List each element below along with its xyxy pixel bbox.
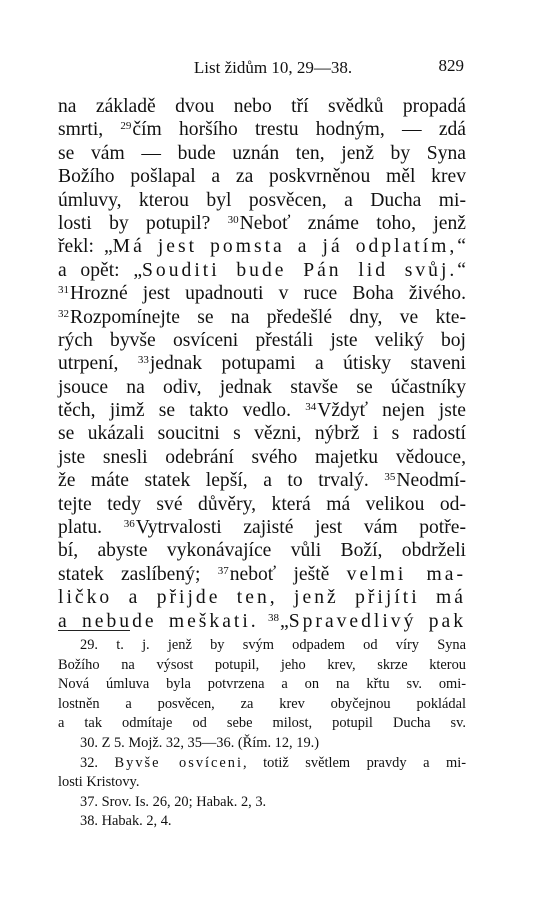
verse-number: 29 xyxy=(120,120,132,133)
footnote-line: losti Kristovy. xyxy=(58,774,140,791)
text-segment: tejte tedy své důvěry, která má velikou od- xyxy=(58,493,466,515)
running-title: List židům 10, 29—38. xyxy=(193,58,353,77)
text-segment: Rozpomínejte se na předešlé dny, ve kte- xyxy=(70,306,466,328)
footnote-line xyxy=(58,754,466,774)
text-segment: rých byvše osvíceni přestáli jste veliký boj xyxy=(58,329,466,351)
text-line xyxy=(58,235,466,258)
text-segment: “ xyxy=(457,236,466,258)
spaced-quote: velmi ma- xyxy=(346,563,467,585)
verse-number: 31 xyxy=(58,284,69,297)
text-segment: bí, abyste vykonávajíce vůli Boží, obdrželi xyxy=(58,540,466,562)
text-segment: “ xyxy=(457,259,466,281)
text-segment: se vám — bude uznán ten, jenž by Syna xyxy=(58,142,466,164)
footnote-line: lostněn a posvěcen, za krev obyčejnou pokládal xyxy=(58,695,466,712)
text-line xyxy=(58,563,466,586)
text-segment: Vždyť nejen jste xyxy=(317,400,466,422)
footnote-line: 37. Srov. Is. 26, 20; Habak. 2, 3. xyxy=(80,793,267,810)
verse-number: 34 xyxy=(305,401,317,414)
text-segment: Hrozné jest upadnouti v ruce Boha živého. xyxy=(70,283,466,305)
text-segment: „ xyxy=(280,610,289,632)
text-segment: statek zaslíbený; xyxy=(58,563,218,585)
text-segment: řekl: „ xyxy=(58,236,113,258)
spaced-quote: ličko a přijde ten, jenž přijíti má xyxy=(58,587,466,609)
text-segment: úmluvy, kterou byl posvěcen, a Ducha mi- xyxy=(58,189,466,211)
text-segment: neboť ještě xyxy=(229,563,347,585)
verse-number: 33 xyxy=(137,354,149,367)
text-segment: jste snesli odebrání svého majetku vědouce, xyxy=(58,446,466,468)
text-line xyxy=(58,282,466,305)
footnote-line: 38. Habak. 2, 4. xyxy=(80,813,172,830)
text-line xyxy=(58,446,466,469)
text-segment: , totiž světlem pravdy a mi- xyxy=(243,754,466,771)
footnote-rule xyxy=(58,630,130,631)
spaced-quote: Má jest pomsta a já odplatím, xyxy=(112,236,458,258)
text-segment: smrti, xyxy=(58,119,121,141)
text-segment: jsouce na odiv, jednak stavše se účastníky xyxy=(58,376,466,398)
text-line xyxy=(58,212,466,235)
text-line xyxy=(58,165,466,188)
running-head xyxy=(0,56,546,80)
text-line xyxy=(58,399,466,422)
footnote-line: a tak odmítaje od sebe milost, potupil Ducha sv. xyxy=(58,715,466,732)
text-segment: platu. xyxy=(58,517,124,539)
text-segment: a opět: „ xyxy=(58,259,143,281)
text-line xyxy=(58,469,466,492)
text-segment: 32. xyxy=(80,754,115,771)
footnote-line: 29. t. j. jenž by svým odpadem od víry Syna xyxy=(80,637,466,653)
footnote-line: 30. Z 5. Mojž. 32, 35—36. (Řím. 12, 19.) xyxy=(80,734,320,751)
text-segment: utrpení, xyxy=(58,353,138,375)
text-segment: Vytrvalosti zajisté jest vám potře- xyxy=(135,517,467,539)
footnote-line: Nová úmluva byla potvrzena a on na křtu sv. omi- xyxy=(58,676,466,693)
spaced-quote: Byvše osvíceni xyxy=(114,754,244,771)
text-line xyxy=(58,516,466,539)
text-line xyxy=(58,329,466,352)
verse-number: 38 xyxy=(268,611,280,624)
spaced-quote: a nebude meškati. xyxy=(58,610,259,632)
spaced-quote: Souditi bude Pán lid svůj. xyxy=(142,259,458,281)
text-segment: že máte statek lepší, a to trvalý. xyxy=(58,470,385,492)
text-segment: Božího pošlapal a za poskvrněnou měl krev xyxy=(58,166,466,188)
verse-number: 35 xyxy=(384,471,396,484)
verse-number: 32 xyxy=(58,307,69,320)
text-segment: Neboť známe toho, jenž xyxy=(239,212,466,234)
text-line xyxy=(58,352,466,375)
text-line xyxy=(58,422,466,445)
footnote-line: Božího na výsost potupil, jeho krev, skrze kterou xyxy=(58,656,466,673)
page-number: 829 xyxy=(438,56,464,75)
text-segment: těch, jimž se takto vedlo. xyxy=(58,400,306,422)
verse-number: 36 xyxy=(123,518,135,531)
text-segment: jednak potupami a útisky staveni xyxy=(149,353,467,375)
footnotes xyxy=(58,636,466,832)
text-line xyxy=(58,189,466,212)
spaced-quote: Spravedlivý pak xyxy=(288,610,466,632)
text-line xyxy=(58,376,466,399)
verse-number: 37 xyxy=(217,564,229,577)
text-line xyxy=(58,259,466,282)
text-line xyxy=(58,306,466,329)
text-segment: se ukázali soucitni s vězni, nýbrž i s radostí xyxy=(58,423,466,445)
text-line xyxy=(58,539,466,562)
text-segment xyxy=(259,611,268,632)
text-line xyxy=(58,586,466,609)
text-line xyxy=(58,493,466,516)
text-segment: Neodmí- xyxy=(396,470,466,492)
main-text xyxy=(58,95,466,633)
text-line xyxy=(58,95,466,118)
text-segment: losti by potupil? xyxy=(58,212,228,234)
text-line xyxy=(58,118,466,141)
text-segment: na základě dvou nebo tří svědků propadá xyxy=(58,96,466,117)
text-segment: čím horšího trestu hodným, — zdá xyxy=(132,119,467,141)
text-line xyxy=(58,142,466,165)
verse-number: 30 xyxy=(227,213,239,226)
